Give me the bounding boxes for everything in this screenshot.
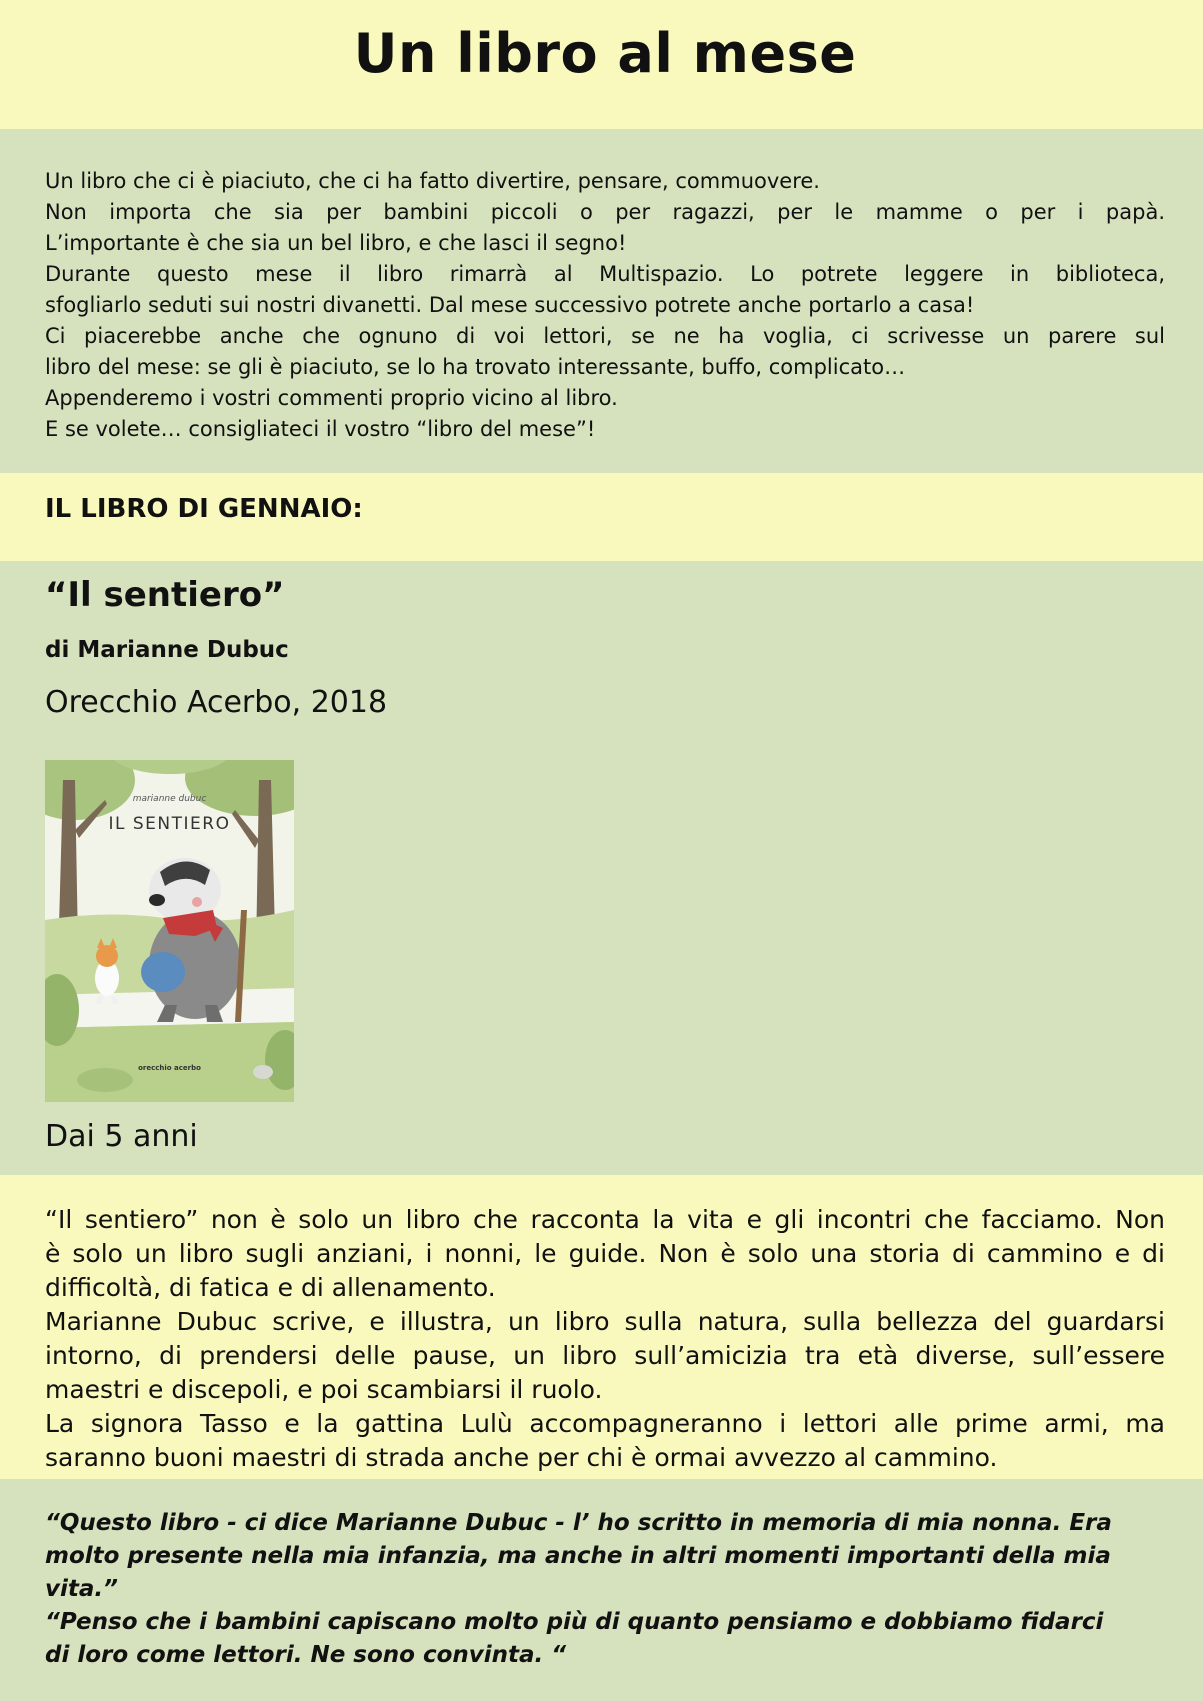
intro-line: Un libro che ci è piaciuto, che ci ha fatto divertire, pensare, commuovere.: [45, 169, 820, 193]
review-line: Marianne Dubuc scrive, e illustra, un libro sulla natura, sulla bellezza del guardarsi: [45, 1307, 1165, 1336]
cover-publisher-text: orecchio acerbo: [138, 1064, 201, 1072]
book-title: “Il sentiero”: [45, 575, 285, 615]
quote-section: [0, 1479, 1203, 1701]
quote-line: “Questo libro - ci dice Marianne Dubuc - l’ ho scritto in memoria di mia nonna. Era: [45, 1510, 1112, 1536]
quote-line: “Penso che i bambini capiscano molto più di quanto pensiamo e dobbiamo fidarci: [45, 1609, 1104, 1635]
review-line: intorno, di prendersi delle pause, un libro sull’amicizia tra età diverse, sull’essere: [45, 1341, 1165, 1370]
book-cover-image: [45, 760, 294, 1102]
intro-line: Appenderemo i vostri commenti proprio vicino al libro.: [45, 386, 618, 410]
review-line: è solo un libro sugli anziani, i nonni, le guide. Non è solo una storia di cammino e di: [45, 1239, 1165, 1268]
cover-illustration: [45, 760, 294, 1102]
book-publisher: Orecchio Acerbo, 2018: [45, 685, 388, 720]
quote-line: molto presente nella mia infanzia, ma anche in altri momenti importanti della mia: [45, 1543, 1111, 1569]
intro-line: L’importante è che sia un bel libro, e che lasci il segno!: [45, 231, 627, 255]
intro-line: sfogliarlo seduti sui nostri divanetti. Dal mese successivo potrete anche portarlo a casa!: [45, 293, 975, 317]
month-section: [0, 473, 1203, 561]
intro-line: Ci piacerebbe anche che ognuno di voi lettori, se ne ha voglia, ci scrivesse un parere sul: [45, 324, 1165, 348]
review-line: saranno buoni maestri di strada anche per chi è ormai avvezzo al cammino.: [45, 1443, 998, 1472]
cover-title-text: IL SENTIERO: [108, 814, 231, 834]
quote-line: vita.”: [45, 1576, 118, 1602]
cover-author-text: marianne dubuc: [132, 794, 207, 804]
review-line: “Il sentiero” non è solo un libro che racconta la vita e gli incontri che facciamo. Non: [45, 1205, 1165, 1234]
intro-line: Durante questo mese il libro rimarrà al Multispazio. Lo potrete leggere in biblioteca,: [45, 262, 1165, 286]
review-section: [0, 1175, 1203, 1479]
intro-section: [0, 129, 1203, 473]
title-section: [0, 0, 1203, 129]
book-author: di Marianne Dubuc: [45, 637, 289, 663]
review-line: maestri e discepoli, e poi scambiarsi il ruolo.: [45, 1375, 603, 1404]
intro-line: Non importa che sia per bambini piccoli o per ragazzi, per le mamme o per i papà.: [45, 200, 1165, 224]
page-title: Un libro al mese: [353, 22, 857, 85]
book-section: [0, 561, 1203, 1175]
review-line: difficoltà, di fatica e di allenamento.: [45, 1273, 496, 1302]
month-heading: IL LIBRO DI GENNAIO:: [45, 494, 363, 524]
review-line: La signora Tasso e la gattina Lulù accompagneranno i lettori alle prime armi, ma: [45, 1409, 1165, 1438]
intro-line: libro del mese: se gli è piaciuto, se lo ha trovato interessante, buffo, complicato…: [45, 355, 906, 379]
book-age: Dai 5 anni: [45, 1119, 198, 1154]
quote-line: di loro come lettori. Ne sono convinta. “: [45, 1642, 567, 1668]
intro-line: E se volete… consigliateci il vostro “libro del mese”!: [45, 417, 596, 441]
